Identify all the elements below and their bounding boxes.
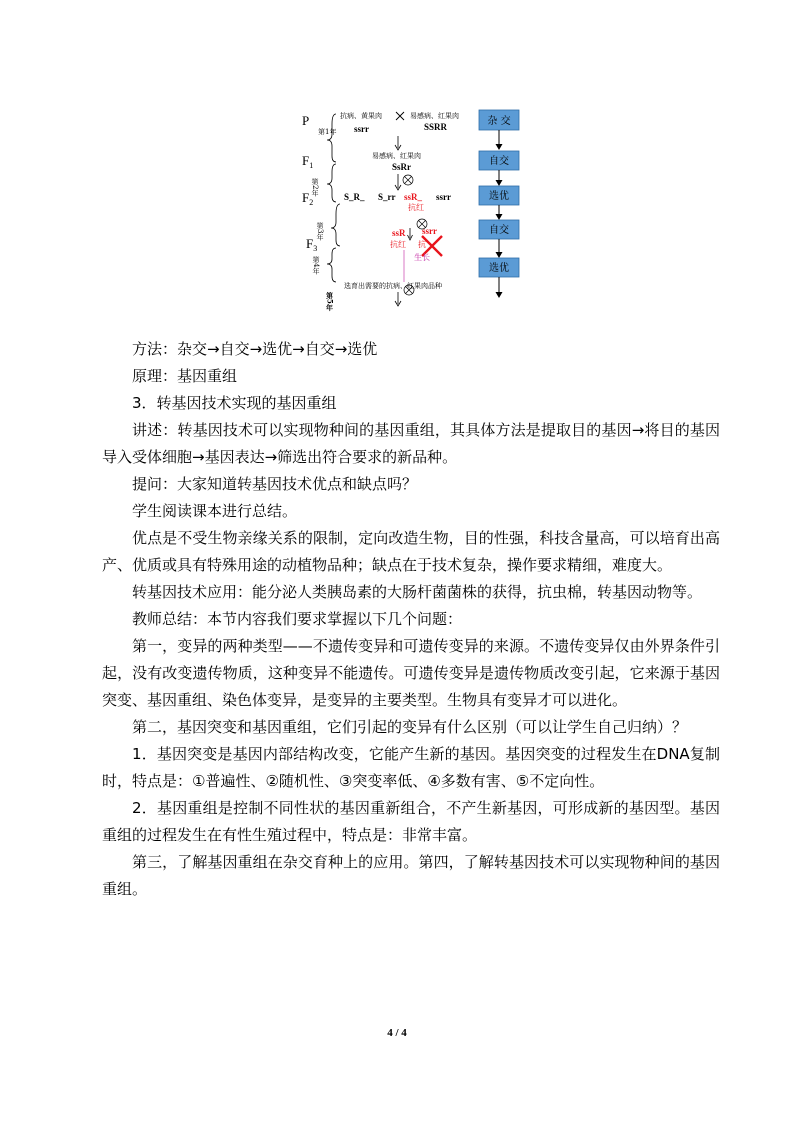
paragraph: 讲述：转基因技术可以实现物种间的基因重组，其具体方法是提取目的基因→将目的基因导入受体细胞→基因表达→筛选出符合要求的新品种。 <box>102 421 720 466</box>
arrow-down-icon <box>496 252 503 258</box>
paragraph: 第三，了解基因重组在杂交育种上的应用。第四，了解转基因技术可以实现物种间的基因重组。 <box>102 853 720 898</box>
page-number: 4 / 4 <box>387 1027 407 1039</box>
svg-text:抗: 抗 <box>418 240 426 249</box>
f2-genotype-4: ssrr <box>436 192 451 202</box>
brace-year-3 <box>331 204 340 246</box>
brace-year-1 <box>327 114 336 162</box>
p-left-phenotype: 抗病、黄果肉 <box>340 112 382 120</box>
section-heading: 3．转基因技术实现的基因重组 <box>132 394 337 412</box>
f1-phenotype: 易感病、红果肉 <box>372 152 421 160</box>
svg-text:选优: 选优 <box>489 263 509 274</box>
flow-box-select-1 <box>479 186 519 205</box>
svg-text:杂 交: 杂 交 <box>487 116 511 127</box>
flow-box-selfing-2 <box>479 220 519 239</box>
paragraph: 教师总结：本节内容我们要求掌握以下几个问题： <box>132 610 463 628</box>
f3-genotype-2: ssrr <box>422 226 437 236</box>
gen-label-f3: $F_3$ <box>306 236 318 253</box>
year-label-4: 第4年 <box>312 256 320 275</box>
year-label-2: 第2年 <box>311 178 319 197</box>
gen-label-f2: $F_2$ <box>302 190 314 207</box>
gen-label-f1: $F_1$ <box>302 153 314 170</box>
svg-text:自交: 自交 <box>489 225 509 236</box>
f2-genotype-1: S_R_ <box>344 192 365 202</box>
f3-growth-label: 生长 <box>414 253 430 262</box>
brace-year-2 <box>327 164 336 202</box>
paragraph: 提问：大家知道转基因技术优点和缺点吗？ <box>132 475 418 493</box>
cross-icon <box>396 112 404 120</box>
f2-genotype-3: ssR_ <box>404 192 423 202</box>
selfing-icon <box>403 175 413 185</box>
flow-box-selfing-1 <box>479 151 519 170</box>
gen-label-p: P <box>302 113 310 128</box>
paragraph: 第一，变异的两种类型——不遗传变异和可遗传变异的来源。不遗传变异仅由外界条件引起，没有改变遗传物质，这种变异不能遗传。可遗传变异是遗传物质改变引起，它来源于基因突变、基因重组、染色体变异，是变异的主要类型。生物具有变异才可以进化。 <box>102 637 720 709</box>
year-label-1: 第1年 <box>318 128 337 136</box>
paragraph: 优点是不受生物亲缘关系的限制，定向改造生物，目的性强，科技含量高，可以培育出高产、优质或具有特殊用途的动植物品种；缺点在于技术复杂，操作要求精细，难度大。 <box>102 529 720 574</box>
year-label-3: 第3年 <box>316 222 324 241</box>
year-label-5: 第5年 <box>325 292 335 311</box>
lesson-body <box>102 336 720 903</box>
arrow-down-icon <box>496 144 503 150</box>
paragraph-principle: 原理：基因重组 <box>132 367 238 385</box>
breeding-diagram <box>296 104 534 324</box>
f1-genotype: SsRr <box>392 162 412 172</box>
p-right-genotype: SSRR <box>424 122 448 132</box>
svg-text:自交: 自交 <box>489 156 509 167</box>
arrow-down-icon <box>496 214 503 220</box>
paragraph: 转基因技术应用：能分泌人类胰岛素的大肠杆菌菌株的获得，抗虫棉，转基因动物等。 <box>132 583 703 601</box>
p-right-phenotype: 易感病、红果肉 <box>410 112 459 120</box>
f3-resistant-red-label: 抗红 <box>390 240 406 249</box>
paragraph: 学生阅读课本进行总结。 <box>132 502 298 520</box>
paragraph: 2．基因重组是控制不同性状的基因重新组合，不产生新基因，可形成新的基因型。基因重组的过程发生在有性生殖过程中，特点是：非常丰富。 <box>102 799 720 844</box>
paragraph-method: 方法：杂交→自交→选优→自交→选优 <box>132 340 378 358</box>
final-variety-text: 选育出需要的抗病、红果肉品种 <box>344 282 442 290</box>
paragraph: 第二，基因突变和基因重组，它们引起的变异有什么区别（可以让学生自己归纳）？ <box>132 718 688 736</box>
flow-box-select-2 <box>479 258 519 277</box>
svg-text:选优: 选优 <box>489 191 509 202</box>
paragraph: 1．基因突变是基因内部结构改变，它能产生新的基因。基因突变的过程发生在DNA复制时，特点是：①普遍性、②随机性、③突变率低、④多数有害、⑤不定向性。 <box>102 745 720 790</box>
brace-year-4 <box>327 248 336 282</box>
f3-genotype-1: ssR <box>392 228 406 238</box>
f2-genotype-2: S_rr <box>378 192 396 202</box>
arrow-down-icon <box>496 180 503 186</box>
p-left-genotype: ssrr <box>354 124 369 134</box>
flow-box-cross <box>479 110 519 130</box>
f2-resistant-red-label: 抗红 <box>408 203 424 212</box>
arrow-down-icon <box>496 292 503 298</box>
